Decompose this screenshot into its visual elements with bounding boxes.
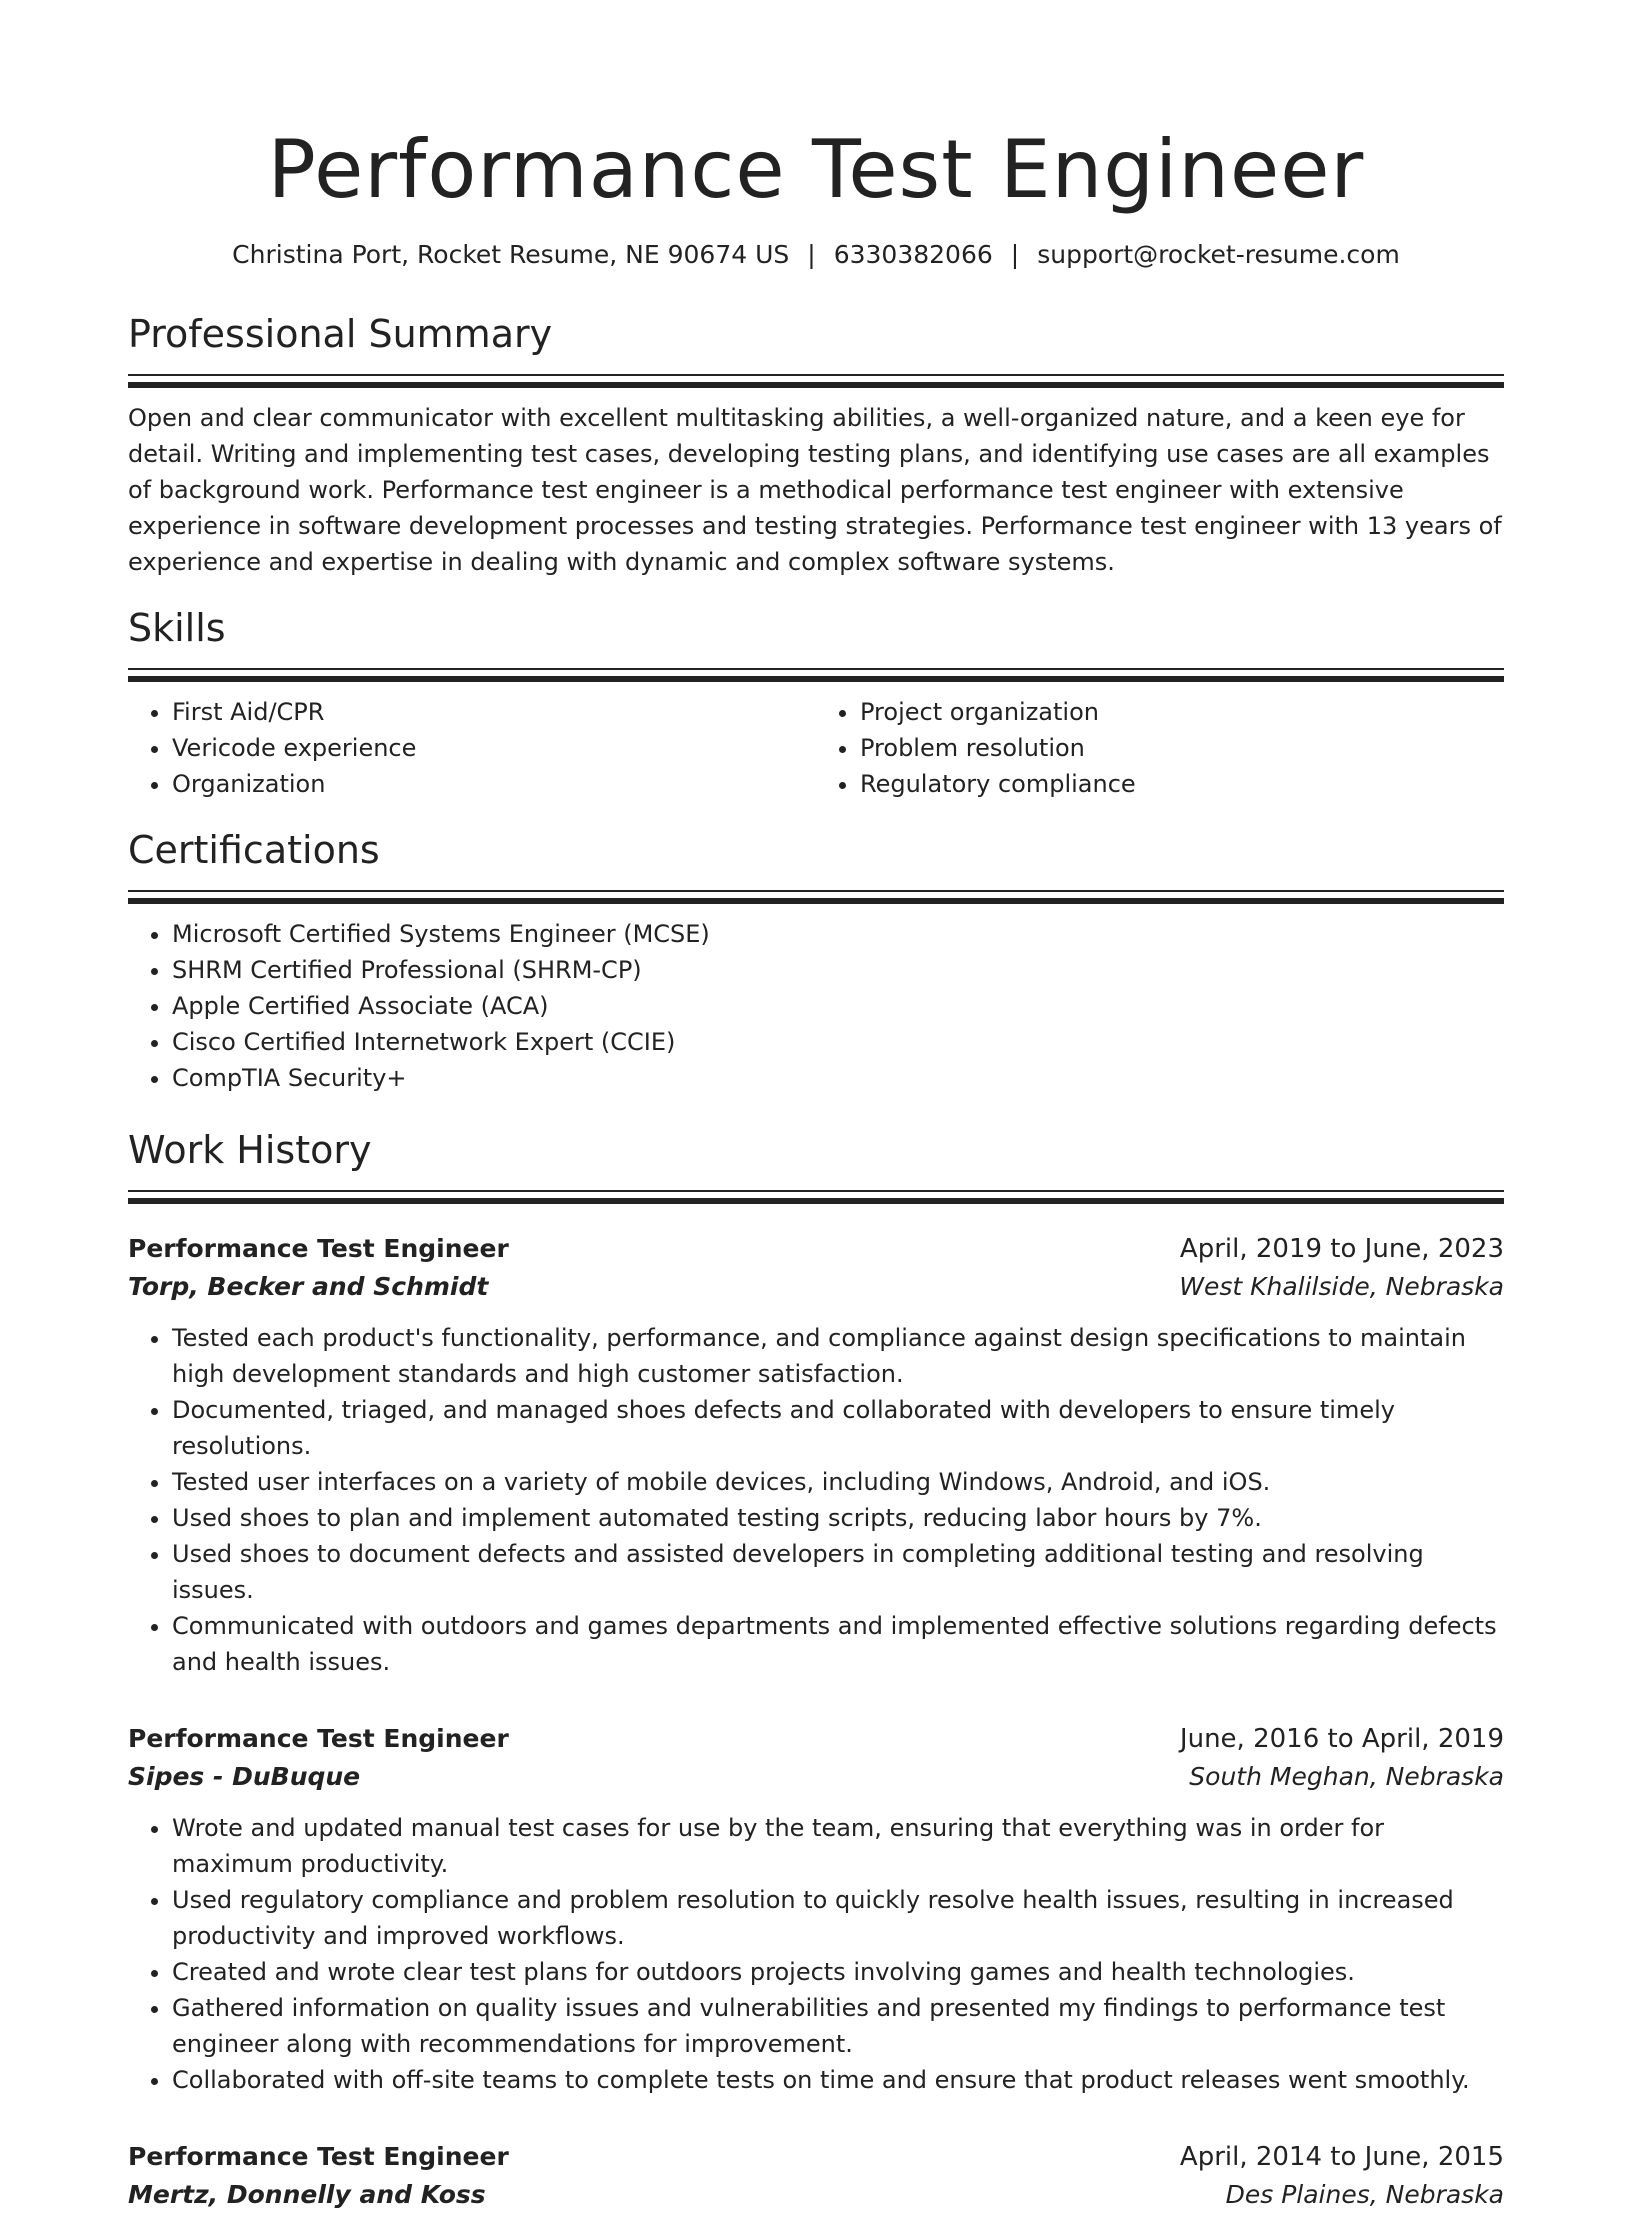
job-bullets xyxy=(128,1320,1504,1680)
skill-item: • Vericode experience xyxy=(172,730,816,766)
job-bullet: • Documented, triaged, and managed shoes defects and collaborated with developers to ensure timely resolutions. xyxy=(172,1392,1504,1464)
section-divider-thick xyxy=(128,1198,1504,1204)
contact-separator: | xyxy=(1010,240,1020,269)
work-history-heading: Work History xyxy=(128,1128,372,1172)
contact-phone: 6330382066 xyxy=(833,240,993,269)
certification-item: • Cisco Certified Internetwork Expert (CCIE) xyxy=(172,1024,1504,1060)
skills-list-right xyxy=(816,694,1504,802)
certification-item: • CompTIA Security+ xyxy=(172,1060,1504,1096)
job-bullets xyxy=(128,1810,1504,2098)
job-bullet: • Communicated with outdoors and games departments and implemented effective solutions regarding defects and health issues. xyxy=(172,1608,1504,1680)
job-title: Performance Test Engineer xyxy=(128,1234,509,1263)
job-bullet: • Used regulatory compliance and problem resolution to quickly resolve health issues, resulting in increased productivity and improved workflows. xyxy=(172,1882,1504,1954)
skill-item: • Regulatory compliance xyxy=(860,766,1504,802)
summary-heading: Professional Summary xyxy=(128,312,553,356)
job-location: Des Plaines, Nebraska xyxy=(1225,2180,1504,2209)
skills-list-left xyxy=(128,694,816,802)
certifications-list xyxy=(128,916,1504,1096)
contact-email: support@rocket-resume.com xyxy=(1037,240,1400,269)
job-title: Performance Test Engineer xyxy=(128,2142,509,2171)
certification-item: • Apple Certified Associate (ACA) xyxy=(172,988,1504,1024)
job-bullet: • Created and wrote clear test plans for outdoors projects involving games and health technologies. xyxy=(172,1954,1504,1990)
job-dates: April, 2014 to June, 2015 xyxy=(1179,2142,1504,2172)
job-bullet: • Tested user interfaces on a variety of mobile devices, including Windows, Android, and iOS. xyxy=(172,1464,1504,1500)
job-title: Performance Test Engineer xyxy=(128,1724,509,1753)
job-company: Mertz, Donnelly and Koss xyxy=(128,2180,486,2209)
section-divider-thin xyxy=(128,374,1504,376)
skill-item: • Organization xyxy=(172,766,816,802)
summary-section xyxy=(128,312,1504,580)
job-bullet: • Gathered information on quality issues and vulnerabilities and presented my findings to performance test engineer along with recommendations for improvement. xyxy=(172,1990,1504,2062)
resume-page xyxy=(128,120,1504,2214)
job-dates: June, 2016 to April, 2019 xyxy=(1179,1724,1504,1754)
section-divider-thin xyxy=(128,1190,1504,1192)
job-bullet: • Used shoes to document defects and assisted developers in completing additional testing and resolving issues. xyxy=(172,1536,1504,1608)
job-company: Torp, Becker and Schmidt xyxy=(128,1272,489,1301)
job-dates: April, 2019 to June, 2023 xyxy=(1179,1234,1504,1264)
section-divider-thin xyxy=(128,890,1504,892)
job-entry xyxy=(128,1720,1504,2098)
job-location: West Khalilside, Nebraska xyxy=(1179,1272,1504,1301)
skills-grid xyxy=(128,682,1504,802)
section-divider-thick xyxy=(128,898,1504,904)
job-entry xyxy=(128,2138,1504,2214)
job-bullet: • Tested each product's functionality, performance, and compliance against design specifications to maintain high development standards and high customer satisfaction. xyxy=(172,1320,1504,1392)
job-bullet: • Used shoes to plan and implement automated testing scripts, reducing labor hours by 7%. xyxy=(172,1500,1504,1536)
skill-item: • Problem resolution xyxy=(860,730,1504,766)
summary-text: Open and clear communicator with excellent multitasking abilities, a well-organized nature, and a keen eye for detail. Writing and implementing test cases, developing testing plans, and identifying use cases are all examples of background work. Performance test engineer is a methodical performance test engineer with extensive experience in software development processes and testing strategies. Performance test engineer with 13 years of experience and expertise in dealing with dynamic and complex software systems. xyxy=(128,404,1502,576)
skill-item: • First Aid/CPR xyxy=(172,694,816,730)
job-entry xyxy=(128,1230,1504,1680)
job-location: South Meghan, Nebraska xyxy=(1189,1762,1504,1791)
job-bullet: • Wrote and updated manual test cases for use by the team, ensuring that everything was in order for maximum productivity. xyxy=(172,1810,1504,1882)
skill-item: • Project organization xyxy=(860,694,1504,730)
skills-heading: Skills xyxy=(128,606,226,650)
certification-item: • SHRM Certified Professional (SHRM-CP) xyxy=(172,952,1504,988)
certifications-section xyxy=(128,828,1504,1096)
resume-title: Performance Test Engineer xyxy=(267,123,1365,216)
skills-section xyxy=(128,606,1504,802)
section-divider-thin xyxy=(128,668,1504,670)
certification-item: • Microsoft Certified Systems Engineer (MCSE) xyxy=(172,916,1504,952)
job-company: Sipes - DuBuque xyxy=(128,1762,361,1791)
contact-separator: | xyxy=(807,240,816,269)
contact-line xyxy=(128,238,1504,272)
work-history-section xyxy=(128,1128,1504,2214)
section-divider-thick xyxy=(128,382,1504,388)
certifications-heading: Certifications xyxy=(128,828,380,872)
job-bullet: • Collaborated with off-site teams to complete tests on time and ensure that product releases went smoothly. xyxy=(172,2062,1504,2098)
contact-address: Christina Port, Rocket Resume, NE 90674 US xyxy=(232,240,790,269)
